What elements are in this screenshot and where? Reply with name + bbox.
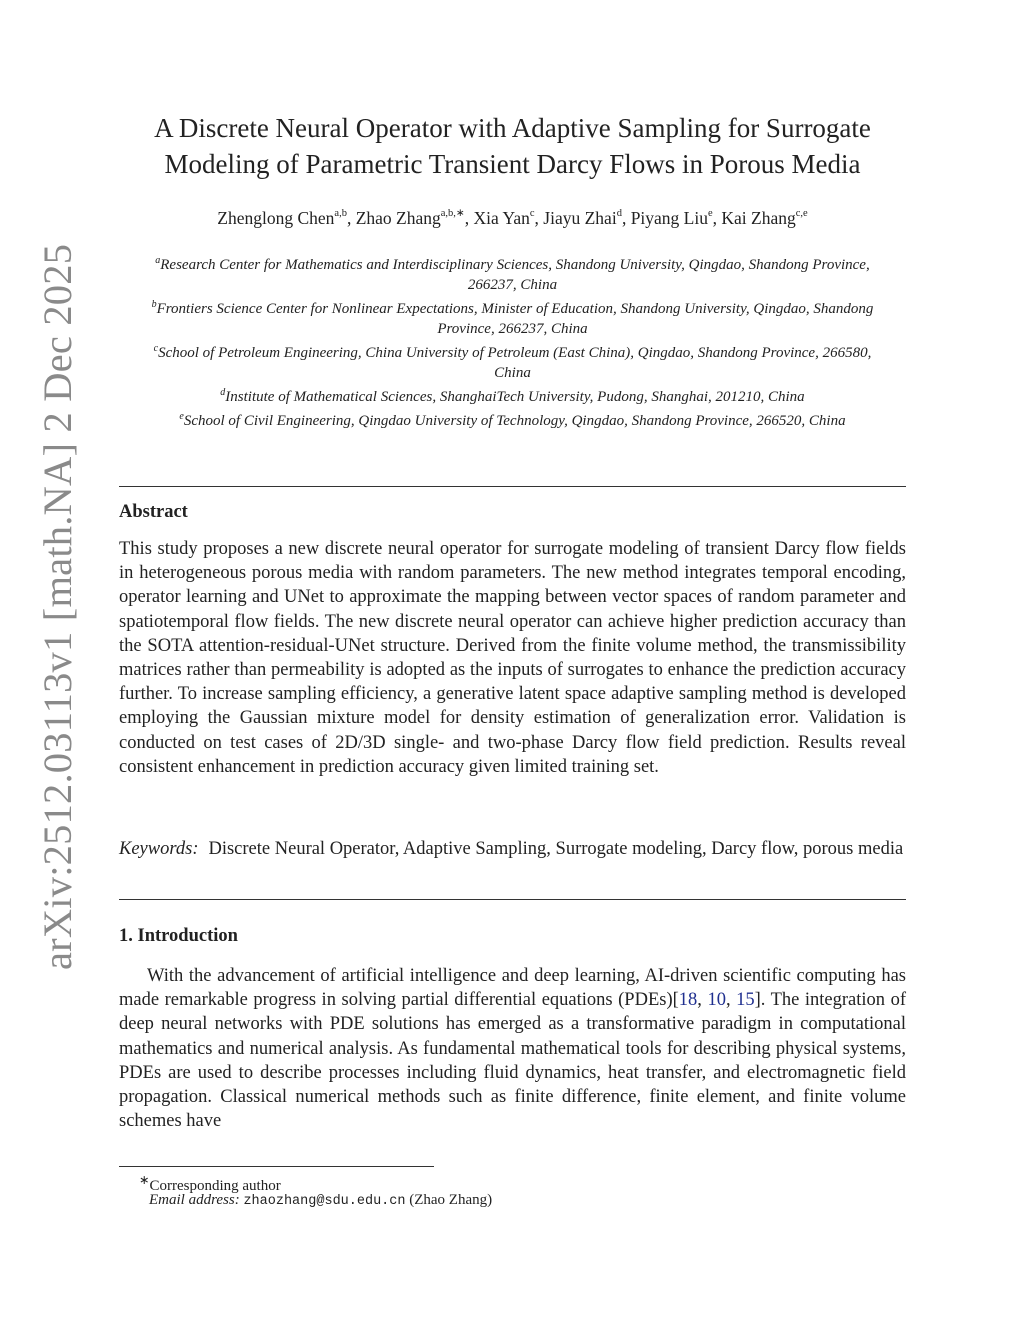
author: Zhao Zhang$^{a,b,∗}$, bbox=[355, 208, 474, 228]
footnote-corresponding: ∗Corresponding author bbox=[139, 1173, 281, 1194]
section-heading-introduction: 1. Introduction bbox=[119, 926, 238, 946]
paper-title bbox=[119, 110, 906, 182]
affiliation: $^a$Research Center for Mathematics and Interdisciplinary Sciences, Shandong University, Qingdao, Shandong Province, 266237, China bbox=[155, 255, 870, 293]
footnote-email: Email address: zhaozhang@sdu.edu.cn (Zhao Zhang) bbox=[149, 1192, 493, 1209]
abstract-bottom-divider bbox=[119, 899, 906, 900]
author: Xia Yan$^c$, bbox=[473, 208, 544, 228]
email-address[interactable]: zhaozhang@sdu.edu.cn bbox=[243, 1194, 406, 1209]
author-list bbox=[119, 208, 906, 229]
keywords bbox=[119, 837, 906, 861]
arxiv-identifier: arXiv:2512.03113v1 [math.NA] 2 Dec 2025 bbox=[35, 243, 80, 970]
author: Piyang Liu$^e$, bbox=[630, 208, 722, 228]
affiliation: $^d$Institute of Mathematical Sciences, ShanghaiTech University, Pudong, Shanghai, 201210, China bbox=[220, 387, 805, 405]
abstract-heading: Abstract bbox=[119, 502, 188, 522]
footnote-divider bbox=[119, 1166, 434, 1167]
title-line-1: A Discrete Neural Operator with Adaptive Sampling for Surrogate bbox=[154, 113, 871, 143]
citation-link[interactable]: 10 bbox=[707, 990, 726, 1011]
affiliation-list bbox=[139, 251, 886, 431]
introduction-paragraph: With the advancement of artificial intelligence and deep learning, AI-driven scientific computing has made remarkable progress in solving partial differential equations (PDEs)[18, 10, 15]. The integration of deep neural networks with PDE solutions has emerged as a transformative paradigm in computational mathematics and numerical analysis. As fundamental mathematical tools for describing physical systems, PDEs are used to describe processes including fluid dynamics, heat transfer, and electromagnetic field propagation. Classical numerical methods such as finite difference, finite element, and finite volume schemes have bbox=[119, 966, 906, 1132]
citation-link[interactable]: 18 bbox=[678, 990, 698, 1011]
title-line-2: Modeling of Parametric Transient Darcy Flows in Porous Media bbox=[164, 149, 861, 179]
affiliation: $^c$School of Petroleum Engineering, China University of Petroleum (East China), Qingdao, Shandong Province, 266580, China bbox=[153, 343, 872, 381]
author: Zhenglong Chen$^{a,b}$, bbox=[217, 208, 356, 228]
affiliation: $^e$School of Civil Engineering, Qingdao University of Technology, Qingdao, Shandong Province, 266520, China bbox=[179, 411, 846, 429]
affiliation: $^b$Frontiers Science Center for Nonlinear Expectations, Minister of Education, Shandong University, Qingdao, Shandong Province, 266237, China bbox=[151, 299, 874, 337]
author: Kai Zhang$^{c,e}$ bbox=[721, 208, 808, 228]
citation-link[interactable]: 15 bbox=[736, 990, 755, 1011]
keywords-label: Keywords: bbox=[119, 839, 199, 859]
keywords-text: Discrete Neural Operator, Adaptive Sampling, Surrogate modeling, Darcy flow, porous media bbox=[208, 839, 904, 859]
abstract-text: This study proposes a new discrete neural operator for surrogate modeling of transient Darcy flow fields in heterogeneous porous media with random parameters. The new method integrates temporal encoding, operator learning and UNet to approximate the mapping between vector spaces of random parameter and spatiotemporal flow fields. The new discrete neural operator can achieve higher prediction accuracy than the SOTA attention-residual-UNet structure. Derived from the finite volume method, the transmissibility matrices rather than permeability is adopted as the inputs of surrogates to enhance the prediction accuracy further. To increase sampling efficiency, a generative latent space adaptive sampling method is developed employing the Gaussian mixture model for density estimation of generalization error. Validation is conducted on test cases of 2D/3D single- and two-phase Darcy flow field prediction. Results reveal consistent enhancement in prediction accuracy given limited training set. bbox=[119, 539, 906, 777]
abstract-top-divider bbox=[119, 486, 906, 487]
author: Jiayu Zhai$^d$, bbox=[543, 208, 631, 228]
